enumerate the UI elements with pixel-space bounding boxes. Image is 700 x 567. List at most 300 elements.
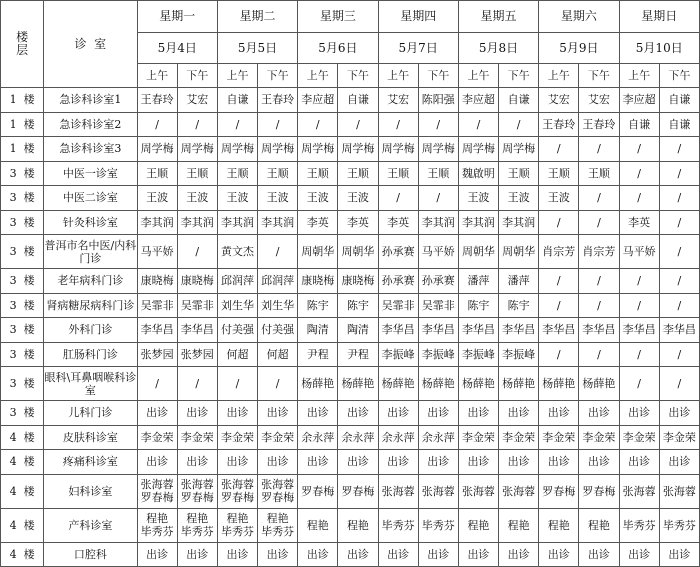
weekday-header: 星期日 (619, 1, 699, 33)
doctor-cell: 陈阳强 (418, 88, 458, 113)
doctor-cell: 出诊 (619, 450, 659, 475)
doctor-cell: 杨薛艳 (378, 367, 418, 401)
doctor-cell: 李其润 (217, 210, 257, 235)
schedule-row (1, 112, 700, 137)
doctor-cell: 付美强 (258, 318, 298, 343)
doctor-cell: 何超 (217, 342, 257, 367)
doctor-cell: 李其润 (418, 210, 458, 235)
doctor-cell: 罗春梅 (298, 474, 338, 508)
doctor-cell: 出诊 (659, 450, 699, 475)
doctor-cell: 出诊 (458, 450, 498, 475)
doctor-cell: 出诊 (137, 401, 177, 426)
doctor-cell: / (619, 367, 659, 401)
doctor-cell: 周学梅 (258, 137, 298, 162)
doctor-cell: 自谦 (499, 88, 539, 113)
doctor-cell: 周朝华 (499, 235, 539, 269)
doctor-cell: 马平娇 (418, 235, 458, 269)
doctor-cell: 自谦 (338, 88, 378, 113)
doctor-cell: 李振峰 (378, 342, 418, 367)
doctor-cell: 程艳 (338, 508, 378, 542)
doctor-cell: / (137, 112, 177, 137)
doctor-cell: 出诊 (338, 401, 378, 426)
room-cell: 疼痛科诊室 (44, 450, 137, 475)
doctor-cell: 王顺 (137, 161, 177, 186)
doctor-cell: 出诊 (177, 401, 217, 426)
doctor-cell: 出诊 (258, 401, 298, 426)
floor-cell: 1 楼 (1, 112, 44, 137)
doctor-cell: 张海蓉 (499, 474, 539, 508)
doctor-cell: 王波 (338, 186, 378, 211)
doctor-cell: 李华昌 (418, 318, 458, 343)
doctor-cell: / (177, 367, 217, 401)
doctor-cell: 程艳 (499, 508, 539, 542)
doctor-cell: 程艳 (539, 508, 579, 542)
afternoon-header: 下午 (579, 64, 619, 88)
doctor-cell: / (258, 235, 298, 269)
doctor-cell: 李英 (619, 210, 659, 235)
schedule-row (1, 401, 700, 426)
doctor-cell: 出诊 (298, 542, 338, 567)
doctor-cell: 王春玲 (258, 88, 298, 113)
doctor-cell: 潘萍 (458, 269, 498, 294)
doctor-cell: 刘生华 (258, 293, 298, 318)
room-cell: 皮肤科诊室 (44, 425, 137, 450)
weekday-header: 星期一 (137, 1, 217, 33)
floor-cell: 3 楼 (1, 342, 44, 367)
doctor-cell: 罗春梅 (579, 474, 619, 508)
doctor-cell: / (659, 293, 699, 318)
doctor-cell: / (258, 367, 298, 401)
doctor-cell: 潘萍 (499, 269, 539, 294)
weekday-header: 星期五 (458, 1, 538, 33)
doctor-cell: 肖宗芳 (539, 235, 579, 269)
date-header: 5月7日 (378, 33, 458, 64)
doctor-cell: 王顺 (499, 161, 539, 186)
morning-header: 上午 (217, 64, 257, 88)
doctor-cell: 何超 (258, 342, 298, 367)
room-cell: 妇科诊室 (44, 474, 137, 508)
doctor-cell: 王春玲 (137, 88, 177, 113)
schedule-row (1, 425, 700, 450)
doctor-cell: 自谦 (659, 112, 699, 137)
doctor-cell: 李金荣 (539, 425, 579, 450)
doctor-cell: 王顺 (177, 161, 217, 186)
doctor-cell: 李英 (378, 210, 418, 235)
doctor-cell: 周朝华 (338, 235, 378, 269)
schedule-row (1, 474, 700, 508)
doctor-cell: 出诊 (659, 542, 699, 567)
doctor-cell: / (258, 112, 298, 137)
doctor-cell: 张海蓉 罗春梅 (258, 474, 298, 508)
room-cell: 肛肠科门诊 (44, 342, 137, 367)
doctor-cell: 王顺 (378, 161, 418, 186)
doctor-cell: 艾宏 (177, 88, 217, 113)
doctor-cell: 李金荣 (137, 425, 177, 450)
doctor-cell: / (579, 269, 619, 294)
weekday-header: 星期二 (217, 1, 297, 33)
doctor-cell: 李金荣 (258, 425, 298, 450)
doctor-cell: 出诊 (499, 450, 539, 475)
room-cell: 急诊科诊室2 (44, 112, 137, 137)
floor-cell: 4 楼 (1, 425, 44, 450)
doctor-cell: 张海蓉 罗春梅 (177, 474, 217, 508)
floor-cell: 4 楼 (1, 450, 44, 475)
doctor-cell: 周学梅 (458, 137, 498, 162)
doctor-cell: / (579, 293, 619, 318)
doctor-cell: 出诊 (338, 450, 378, 475)
floor-cell: 3 楼 (1, 293, 44, 318)
doctor-cell: 王波 (298, 186, 338, 211)
floor-cell: 1 楼 (1, 137, 44, 162)
doctor-cell: 李应超 (458, 88, 498, 113)
doctor-cell: 周学梅 (137, 137, 177, 162)
doctor-cell: 李其润 (137, 210, 177, 235)
doctor-cell: 毕秀芬 (378, 508, 418, 542)
doctor-cell: 康晓梅 (137, 269, 177, 294)
doctor-cell: 李金荣 (659, 425, 699, 450)
doctor-cell: 张海蓉 罗春梅 (137, 474, 177, 508)
doctor-cell: 出诊 (619, 401, 659, 426)
doctor-cell: 周学梅 (499, 137, 539, 162)
afternoon-header: 下午 (177, 64, 217, 88)
doctor-cell: 李其润 (499, 210, 539, 235)
schedule-row (1, 186, 700, 211)
doctor-cell: 周学梅 (378, 137, 418, 162)
room-cell: 产科诊室 (44, 508, 137, 542)
date-header: 5月4日 (137, 33, 217, 64)
doctor-cell: / (659, 137, 699, 162)
doctor-cell: 出诊 (338, 542, 378, 567)
doctor-cell: / (579, 186, 619, 211)
doctor-cell: 孙承赛 (378, 235, 418, 269)
date-header: 5月10日 (619, 33, 699, 64)
doctor-cell: 程艳 毕秀芬 (217, 508, 257, 542)
doctor-cell: / (539, 342, 579, 367)
doctor-cell: 出诊 (539, 401, 579, 426)
doctor-cell: 王波 (217, 186, 257, 211)
doctor-cell: 出诊 (458, 542, 498, 567)
floor-cell: 3 楼 (1, 269, 44, 294)
doctor-cell: 杨薛艳 (418, 367, 458, 401)
afternoon-header: 下午 (338, 64, 378, 88)
doctor-cell: / (659, 161, 699, 186)
doctor-cell: 张海蓉 (619, 474, 659, 508)
doctor-cell: 出诊 (217, 401, 257, 426)
weekday-header: 星期三 (298, 1, 378, 33)
doctor-cell: 王春玲 (539, 112, 579, 137)
schedule-row (1, 161, 700, 186)
doctor-cell: 毕秀芬 (418, 508, 458, 542)
doctor-cell: / (659, 367, 699, 401)
doctor-cell: 马平娇 (137, 235, 177, 269)
doctor-cell: 出诊 (217, 542, 257, 567)
doctor-cell: 周朝华 (298, 235, 338, 269)
doctor-cell: 周学梅 (418, 137, 458, 162)
doctor-cell: 出诊 (137, 450, 177, 475)
doctor-cell: 邱润萍 (258, 269, 298, 294)
doctor-cell: 出诊 (499, 542, 539, 567)
doctor-cell: 李华昌 (378, 318, 418, 343)
doctor-cell: 艾宏 (579, 88, 619, 113)
doctor-cell: 刘生华 (217, 293, 257, 318)
afternoon-header: 下午 (659, 64, 699, 88)
doctor-cell: / (217, 367, 257, 401)
doctor-cell: / (539, 137, 579, 162)
doctor-cell: 孙承赛 (378, 269, 418, 294)
floor-cell: 3 楼 (1, 318, 44, 343)
doctor-cell: 毕秀芬 (659, 508, 699, 542)
doctor-cell: 李华昌 (177, 318, 217, 343)
doctor-cell: 张梦园 (177, 342, 217, 367)
doctor-cell: 康晓梅 (298, 269, 338, 294)
doctor-cell: 陶清 (298, 318, 338, 343)
doctor-cell: 李华昌 (499, 318, 539, 343)
doctor-cell: 魏啟明 (458, 161, 498, 186)
doctor-cell: 自谦 (619, 112, 659, 137)
floor-header: 楼 层 (1, 1, 44, 88)
schedule-row (1, 210, 700, 235)
doctor-cell: 出诊 (177, 542, 217, 567)
date-header: 5月9日 (539, 33, 619, 64)
doctor-cell: 陈宇 (338, 293, 378, 318)
doctor-cell: / (539, 293, 579, 318)
doctor-cell: / (217, 112, 257, 137)
doctor-cell: 吴霏非 (137, 293, 177, 318)
doctor-cell: 王顺 (258, 161, 298, 186)
doctor-cell: 余永萍 (378, 425, 418, 450)
doctor-cell: 周朝华 (458, 235, 498, 269)
doctor-cell: 杨薛艳 (579, 367, 619, 401)
doctor-cell: 吴霏非 (378, 293, 418, 318)
schedule-row (1, 450, 700, 475)
doctor-cell: 李华昌 (539, 318, 579, 343)
morning-header: 上午 (298, 64, 338, 88)
doctor-cell: 李其润 (458, 210, 498, 235)
doctor-cell: / (659, 210, 699, 235)
date-header: 5月8日 (458, 33, 538, 64)
doctor-cell: 张海蓉 (378, 474, 418, 508)
room-cell: 普洱市名中医/内科门诊 (44, 235, 137, 269)
morning-header: 上午 (137, 64, 177, 88)
doctor-cell: / (619, 293, 659, 318)
doctor-cell: 出诊 (177, 450, 217, 475)
doctor-cell: / (298, 112, 338, 137)
doctor-cell: 王波 (177, 186, 217, 211)
afternoon-header: 下午 (258, 64, 298, 88)
floor-cell: 3 楼 (1, 367, 44, 401)
doctor-cell: 陶清 (338, 318, 378, 343)
doctor-cell: 李金荣 (217, 425, 257, 450)
floor-cell: 3 楼 (1, 210, 44, 235)
doctor-cell: 艾宏 (378, 88, 418, 113)
floor-cell: 4 楼 (1, 542, 44, 567)
doctor-cell: 李英 (338, 210, 378, 235)
doctor-cell: 出诊 (418, 450, 458, 475)
doctor-cell: 李华昌 (458, 318, 498, 343)
doctor-cell: 周学梅 (177, 137, 217, 162)
room-cell: 急诊科诊室3 (44, 137, 137, 162)
doctor-cell: 邱润萍 (217, 269, 257, 294)
morning-header: 上午 (539, 64, 579, 88)
doctor-cell: / (619, 269, 659, 294)
doctor-cell: 王波 (539, 186, 579, 211)
doctor-cell: 杨薛艳 (539, 367, 579, 401)
doctor-cell: 王波 (137, 186, 177, 211)
doctor-cell: 程艳 毕秀芬 (258, 508, 298, 542)
doctor-cell: 陈宇 (298, 293, 338, 318)
doctor-cell: 李金荣 (499, 425, 539, 450)
doctor-cell: 陈宇 (499, 293, 539, 318)
schedule-header (1, 1, 700, 88)
doctor-cell: 马平娇 (619, 235, 659, 269)
doctor-cell: / (659, 186, 699, 211)
doctor-cell: 李其润 (258, 210, 298, 235)
doctor-cell: 李华昌 (619, 318, 659, 343)
doctor-cell: 李应超 (619, 88, 659, 113)
doctor-cell: 罗春梅 (338, 474, 378, 508)
doctor-cell: 王顺 (418, 161, 458, 186)
doctor-cell: / (458, 112, 498, 137)
doctor-cell: 周学梅 (338, 137, 378, 162)
doctor-cell: 出诊 (378, 542, 418, 567)
floor-cell: 3 楼 (1, 186, 44, 211)
doctor-cell: 出诊 (298, 450, 338, 475)
doctor-cell: / (579, 342, 619, 367)
doctor-cell: 李其润 (177, 210, 217, 235)
doctor-cell: 出诊 (217, 450, 257, 475)
schedule-row (1, 293, 700, 318)
doctor-cell: 张海蓉 (458, 474, 498, 508)
doctor-cell: 尹程 (338, 342, 378, 367)
schedule-row (1, 367, 700, 401)
doctor-cell: 杨薛艳 (338, 367, 378, 401)
floor-cell: 3 楼 (1, 235, 44, 269)
schedule-row (1, 235, 700, 269)
room-cell: 儿科门诊 (44, 401, 137, 426)
doctor-cell: 出诊 (579, 401, 619, 426)
floor-cell: 3 楼 (1, 401, 44, 426)
room-cell: 肾病糖尿病科门诊 (44, 293, 137, 318)
schedule-row (1, 508, 700, 542)
doctor-cell: 杨薛艳 (458, 367, 498, 401)
doctor-cell: 出诊 (539, 542, 579, 567)
schedule-row (1, 88, 700, 113)
room-cell: 口腔科 (44, 542, 137, 567)
doctor-cell: 出诊 (499, 401, 539, 426)
doctor-cell: 李金荣 (177, 425, 217, 450)
room-cell: 针灸科诊室 (44, 210, 137, 235)
floor-cell: 3 楼 (1, 161, 44, 186)
doctor-cell: / (539, 269, 579, 294)
doctor-cell: 程艳 毕秀芬 (137, 508, 177, 542)
doctor-cell: 李金荣 (579, 425, 619, 450)
doctor-cell: 出诊 (579, 542, 619, 567)
doctor-cell: 毕秀芬 (619, 508, 659, 542)
doctor-cell: 孙承赛 (418, 269, 458, 294)
doctor-cell: 出诊 (619, 542, 659, 567)
date-header: 5月6日 (298, 33, 378, 64)
doctor-cell: 付美强 (217, 318, 257, 343)
doctor-cell: 张海蓉 罗春梅 (217, 474, 257, 508)
schedule-row (1, 269, 700, 294)
doctor-cell: 康晓梅 (338, 269, 378, 294)
doctor-cell: 王波 (499, 186, 539, 211)
weekday-header: 星期六 (539, 1, 619, 33)
doctor-cell: / (177, 235, 217, 269)
floor-cell: 4 楼 (1, 508, 44, 542)
doctor-cell: 李英 (298, 210, 338, 235)
doctor-cell: 王顺 (579, 161, 619, 186)
doctor-cell: 李华昌 (659, 318, 699, 343)
doctor-cell: / (619, 161, 659, 186)
morning-header: 上午 (458, 64, 498, 88)
doctor-cell: 出诊 (298, 401, 338, 426)
room-cell: 中医一诊室 (44, 161, 137, 186)
doctor-cell: 出诊 (579, 450, 619, 475)
afternoon-header: 下午 (418, 64, 458, 88)
doctor-cell: / (499, 112, 539, 137)
doctor-cell: 程艳 (458, 508, 498, 542)
doctor-cell: / (539, 210, 579, 235)
doctor-cell: 黄文杰 (217, 235, 257, 269)
doctor-cell: 陈宇 (458, 293, 498, 318)
floor-cell: 4 楼 (1, 474, 44, 508)
schedule-body (1, 88, 700, 567)
room-cell: 外科门诊 (44, 318, 137, 343)
schedule-row (1, 342, 700, 367)
afternoon-header: 下午 (499, 64, 539, 88)
doctor-cell: / (619, 137, 659, 162)
doctor-cell: 李金荣 (619, 425, 659, 450)
doctor-cell: / (378, 186, 418, 211)
doctor-cell: / (659, 235, 699, 269)
schedule-row (1, 137, 700, 162)
schedule-row (1, 542, 700, 567)
doctor-cell: 周学梅 (217, 137, 257, 162)
room-cell: 老年病科门诊 (44, 269, 137, 294)
doctor-cell: 王顺 (539, 161, 579, 186)
doctor-cell: 出诊 (458, 401, 498, 426)
doctor-cell: 出诊 (418, 542, 458, 567)
doctor-cell: 康晓梅 (177, 269, 217, 294)
doctor-cell: 吴霏非 (418, 293, 458, 318)
date-header: 5月5日 (217, 33, 297, 64)
floor-cell: 1 楼 (1, 88, 44, 113)
doctor-cell: 王顺 (217, 161, 257, 186)
doctor-cell: / (378, 112, 418, 137)
doctor-cell: / (579, 137, 619, 162)
doctor-cell: 出诊 (378, 450, 418, 475)
doctor-cell: 张海蓉 (659, 474, 699, 508)
schedule-row (1, 318, 700, 343)
morning-header: 上午 (378, 64, 418, 88)
doctor-cell: 出诊 (418, 401, 458, 426)
doctor-cell: 李华昌 (579, 318, 619, 343)
doctor-cell: / (418, 112, 458, 137)
doctor-cell: 尹程 (298, 342, 338, 367)
room-cell: 急诊科诊室1 (44, 88, 137, 113)
doctor-cell: 自谦 (217, 88, 257, 113)
doctor-cell: 艾宏 (539, 88, 579, 113)
doctor-cell: / (418, 186, 458, 211)
doctor-cell: 余永萍 (298, 425, 338, 450)
doctor-cell: 李应超 (298, 88, 338, 113)
doctor-cell: 出诊 (378, 401, 418, 426)
doctor-cell: 王波 (458, 186, 498, 211)
doctor-cell: 自谦 (659, 88, 699, 113)
doctor-cell: / (659, 269, 699, 294)
doctor-cell: 李振峰 (499, 342, 539, 367)
